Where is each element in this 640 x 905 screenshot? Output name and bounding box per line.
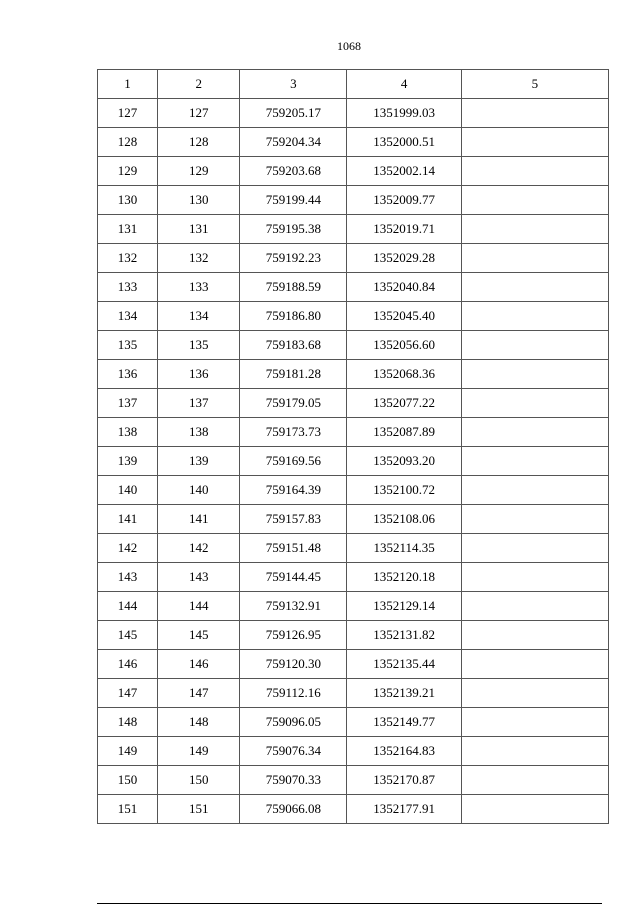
table-row	[98, 418, 609, 447]
table-cell	[461, 128, 608, 157]
table-cell	[461, 505, 608, 534]
table-cell: 149	[98, 737, 158, 766]
footer-rule	[97, 903, 602, 904]
table-cell: 136	[98, 360, 158, 389]
page-number: 1068	[337, 39, 361, 53]
table-cell: 138	[98, 418, 158, 447]
table-cell	[461, 621, 608, 650]
table-row	[98, 99, 609, 128]
column-header: 4	[347, 70, 461, 99]
table-cell: 144	[158, 592, 240, 621]
table-cell: 128	[158, 128, 240, 157]
table-cell: 1352114.35	[347, 534, 461, 563]
table-row	[98, 389, 609, 418]
table-cell	[461, 476, 608, 505]
table-cell: 1352019.71	[347, 215, 461, 244]
table-cell: 1352131.82	[347, 621, 461, 650]
table-cell: 134	[158, 302, 240, 331]
table-row	[98, 273, 609, 302]
table-row	[98, 708, 609, 737]
table-cell: 147	[98, 679, 158, 708]
table-cell: 1352164.83	[347, 737, 461, 766]
table-cell: 759181.28	[240, 360, 347, 389]
table-cell: 140	[98, 476, 158, 505]
table-cell	[461, 215, 608, 244]
table-cell: 142	[158, 534, 240, 563]
table-cell: 1352029.28	[347, 244, 461, 273]
table-cell: 759186.80	[240, 302, 347, 331]
table-cell: 137	[158, 389, 240, 418]
table-cell: 1352177.91	[347, 795, 461, 824]
table-cell: 759195.38	[240, 215, 347, 244]
table-cell	[461, 766, 608, 795]
table-cell: 759179.05	[240, 389, 347, 418]
column-header: 1	[98, 70, 158, 99]
table-cell: 1352056.60	[347, 331, 461, 360]
table-cell: 759120.30	[240, 650, 347, 679]
table-cell	[461, 244, 608, 273]
table-cell: 151	[98, 795, 158, 824]
table-cell: 759173.73	[240, 418, 347, 447]
table-cell	[461, 563, 608, 592]
table-row	[98, 795, 609, 824]
table-cell: 132	[98, 244, 158, 273]
table-cell: 1352045.40	[347, 302, 461, 331]
table-cell: 1352040.84	[347, 273, 461, 302]
table-cell	[461, 186, 608, 215]
table-cell: 759203.68	[240, 157, 347, 186]
table-cell: 759204.34	[240, 128, 347, 157]
table-cell: 143	[158, 563, 240, 592]
table-cell: 134	[98, 302, 158, 331]
table-cell: 1352149.77	[347, 708, 461, 737]
table-cell: 143	[98, 563, 158, 592]
table-cell: 140	[158, 476, 240, 505]
table-row	[98, 360, 609, 389]
table-cell: 131	[158, 215, 240, 244]
table-cell	[461, 273, 608, 302]
table-header-row	[98, 70, 609, 99]
table-cell: 136	[158, 360, 240, 389]
table-cell	[461, 389, 608, 418]
table-cell: 759199.44	[240, 186, 347, 215]
table-row	[98, 186, 609, 215]
table-cell: 146	[158, 650, 240, 679]
table-cell: 149	[158, 737, 240, 766]
table-cell: 138	[158, 418, 240, 447]
table-cell: 142	[98, 534, 158, 563]
table-cell	[461, 99, 608, 128]
table-cell: 137	[98, 389, 158, 418]
column-header: 3	[240, 70, 347, 99]
table-cell: 759192.23	[240, 244, 347, 273]
table-cell: 129	[98, 157, 158, 186]
table-cell: 133	[158, 273, 240, 302]
table-cell	[461, 679, 608, 708]
table-row	[98, 679, 609, 708]
table-cell: 127	[98, 99, 158, 128]
table-cell: 759157.83	[240, 505, 347, 534]
table-cell: 1352093.20	[347, 447, 461, 476]
table-row	[98, 621, 609, 650]
table-row	[98, 505, 609, 534]
table-cell	[461, 795, 608, 824]
table-cell: 1352000.51	[347, 128, 461, 157]
table-cell: 151	[158, 795, 240, 824]
table-cell: 139	[98, 447, 158, 476]
table-cell: 141	[158, 505, 240, 534]
table-row	[98, 650, 609, 679]
table-row	[98, 447, 609, 476]
table-cell: 1351999.03	[347, 99, 461, 128]
table-cell: 1352108.06	[347, 505, 461, 534]
table-cell: 135	[158, 331, 240, 360]
table-row	[98, 157, 609, 186]
column-header: 5	[461, 70, 608, 99]
table-row	[98, 128, 609, 157]
table-cell	[461, 302, 608, 331]
table-cell	[461, 418, 608, 447]
table-cell: 127	[158, 99, 240, 128]
table-cell	[461, 534, 608, 563]
table-cell	[461, 737, 608, 766]
table-cell: 130	[158, 186, 240, 215]
table-cell: 129	[158, 157, 240, 186]
table-cell: 1352077.22	[347, 389, 461, 418]
table-cell: 139	[158, 447, 240, 476]
table-cell	[461, 592, 608, 621]
table-cell	[461, 708, 608, 737]
table-cell: 148	[98, 708, 158, 737]
table-cell: 759126.95	[240, 621, 347, 650]
column-header: 2	[158, 70, 240, 99]
table-cell: 150	[158, 766, 240, 795]
table-cell: 1352087.89	[347, 418, 461, 447]
table-cell: 759151.48	[240, 534, 347, 563]
table-row	[98, 302, 609, 331]
table-cell: 148	[158, 708, 240, 737]
table-row	[98, 563, 609, 592]
table-cell: 1352129.14	[347, 592, 461, 621]
table-row	[98, 592, 609, 621]
table-cell	[461, 447, 608, 476]
table-cell: 128	[98, 128, 158, 157]
table-cell: 147	[158, 679, 240, 708]
table-cell: 141	[98, 505, 158, 534]
table-cell: 1352100.72	[347, 476, 461, 505]
table-row	[98, 215, 609, 244]
table-cell: 759070.33	[240, 766, 347, 795]
table-cell: 1352002.14	[347, 157, 461, 186]
table-cell: 759144.45	[240, 563, 347, 592]
table-cell: 1352009.77	[347, 186, 461, 215]
table-cell	[461, 331, 608, 360]
table-cell: 759112.16	[240, 679, 347, 708]
table-cell: 1352170.87	[347, 766, 461, 795]
table-cell: 144	[98, 592, 158, 621]
table-cell: 759188.59	[240, 273, 347, 302]
table-cell	[461, 360, 608, 389]
table-cell: 759132.91	[240, 592, 347, 621]
table-row	[98, 766, 609, 795]
table-cell: 146	[98, 650, 158, 679]
table-cell: 150	[98, 766, 158, 795]
table-cell: 132	[158, 244, 240, 273]
table-cell: 759066.08	[240, 795, 347, 824]
table-cell: 131	[98, 215, 158, 244]
table-cell	[461, 650, 608, 679]
table-cell	[461, 157, 608, 186]
table-cell: 130	[98, 186, 158, 215]
table-row	[98, 476, 609, 505]
table-cell: 759164.39	[240, 476, 347, 505]
table-row	[98, 331, 609, 360]
table-body	[98, 99, 609, 824]
table-cell: 145	[98, 621, 158, 650]
coordinates-table	[97, 69, 609, 824]
table-cell: 133	[98, 273, 158, 302]
table-cell: 1352139.21	[347, 679, 461, 708]
table-cell: 135	[98, 331, 158, 360]
table-cell: 759096.05	[240, 708, 347, 737]
table-cell: 759076.34	[240, 737, 347, 766]
table-row	[98, 534, 609, 563]
table-cell: 759205.17	[240, 99, 347, 128]
table-cell: 1352068.36	[347, 360, 461, 389]
table-cell: 1352120.18	[347, 563, 461, 592]
table-cell: 759169.56	[240, 447, 347, 476]
table-row	[98, 737, 609, 766]
table-row	[98, 244, 609, 273]
table-cell: 1352135.44	[347, 650, 461, 679]
table-cell: 759183.68	[240, 331, 347, 360]
table-cell: 145	[158, 621, 240, 650]
